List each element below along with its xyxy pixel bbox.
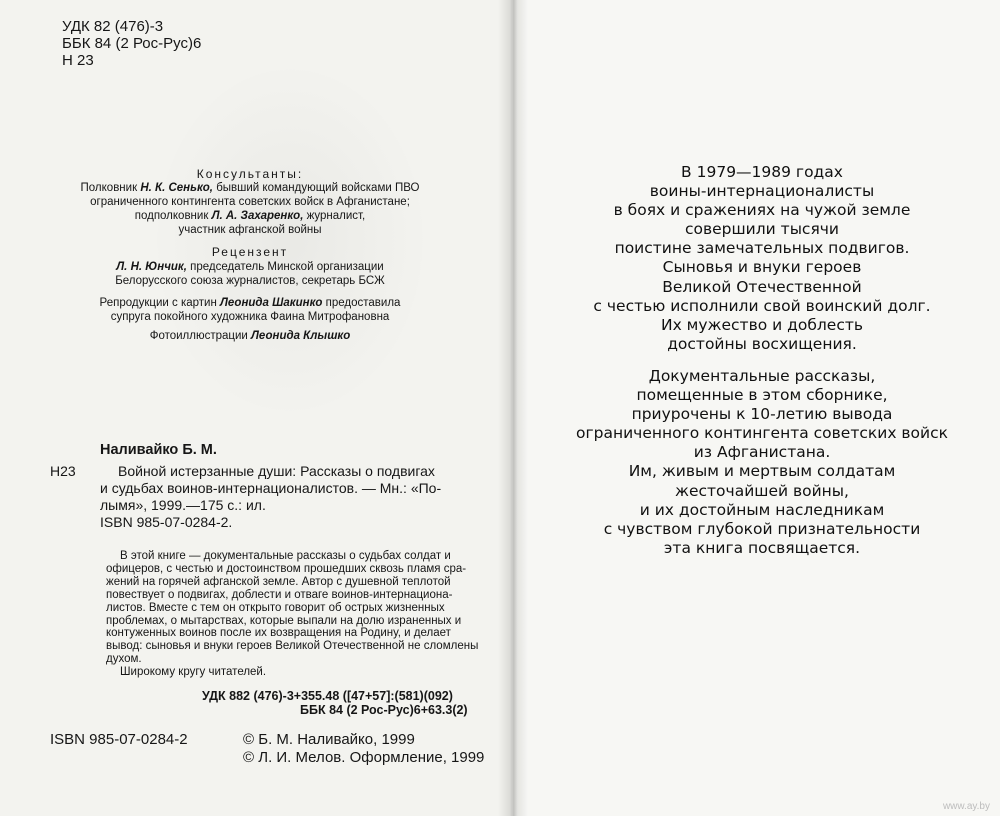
dedication-line: В 1979—1989 годах xyxy=(681,163,843,181)
copyright-author: © Б. М. Наливайко, 1999 xyxy=(243,731,415,748)
annotation-line: листов. Вместе с тем он открыто говорит об острых жизненных xyxy=(106,601,445,614)
annotation-line: офицеров, с честью и достоинством прошедших сквозь пламя сра- xyxy=(106,562,467,575)
cutter-mark: Н23 xyxy=(50,463,76,479)
consultants-heading: Консультанты: xyxy=(196,167,304,181)
dedication-line: эта книга посвящается. xyxy=(663,538,861,557)
audience-line: Широкому кругу читателей. xyxy=(120,666,267,679)
dedication-line: в боях и сражениях на чужой земле xyxy=(613,201,911,220)
dedication-line: Им, живым и мертвым солдатам xyxy=(628,462,896,481)
annotation-line: повествует о подвигах, доблести и отваге воинов-интернациона- xyxy=(106,588,453,601)
dedication-line: Сыновья и внуки героев xyxy=(662,258,862,277)
reproductions-line-2: супруга покойного художника Фаина Митрофановна xyxy=(110,311,390,323)
udk-code-bottom: УДК 882 (476)-3+355.48 ([47+57]:(581)(092) xyxy=(202,689,453,703)
udk-code-top: УДК 82 (476)-3 xyxy=(62,18,164,35)
dedication-paragraph-1 xyxy=(524,163,1000,354)
reviewer-line-1: Л. Н. Юнчик, председатель Минской организации xyxy=(116,261,384,273)
dedication-line: приурочены к 10-летию вывода xyxy=(631,405,893,424)
bbk-code-top: ББК 84 (2 Рос-Рус)6 xyxy=(62,35,202,52)
annotation xyxy=(106,550,478,679)
dedication-line: с честью исполнили свой воинский долг. xyxy=(593,296,931,315)
dedication-line: поистине замечательных подвигов. xyxy=(614,239,910,258)
consultants-line-1: Полковник Н. К. Сенько, бывший командующий войсками ПВО xyxy=(80,182,420,194)
site-watermark: www.ay.by xyxy=(942,801,990,812)
dedication-line: с чувством глубокой признательности xyxy=(603,519,921,538)
reviewer-heading: Рецензент xyxy=(211,245,289,259)
dedication-line: помещенные в этом сборнике, xyxy=(636,386,888,405)
photo-credit: Фотоиллюстрации Леонида Клышко xyxy=(149,330,351,342)
dedication-line: Их мужество и доблесть xyxy=(660,315,864,334)
consultants-line-2: ограниченного контингента советских войск в Афганистане; xyxy=(90,196,410,208)
dedication-line: совершили тысячи xyxy=(684,220,840,239)
reproductions-line-1: Репродукции с картин Леонида Шакинко предоставила xyxy=(99,297,401,309)
reviewer-line-2: Белорусского союза журналистов, секретарь БСЖ xyxy=(115,275,385,287)
dedication-line: Великой Отечественной xyxy=(662,277,862,296)
dedication-line: жесточайшей войны, xyxy=(675,481,849,500)
book-title-line-2: и судьбах воинов-интернационалистов. — Мн.: «По- xyxy=(100,480,442,496)
dedication-line: воины-интернационалисты xyxy=(649,182,875,201)
copyright-design: © Л. И. Мелов. Оформление, 1999 xyxy=(243,749,485,766)
author-name: Наливайко Б. М. xyxy=(100,442,217,458)
dedication-line: ограниченного контингента советских войск xyxy=(576,424,948,443)
annotation-line: духом. xyxy=(106,653,142,666)
isbn-bottom: ISBN 985-07-0284-2 xyxy=(50,731,188,748)
consultants-line-3: подполковник Л. А. Захаренко, журналист, xyxy=(134,210,366,222)
dedication-line: достойны восхищения. xyxy=(667,334,857,353)
annotation-line: вывод: сыновья и внуки героев Великой Отечественной не сломлены xyxy=(106,640,479,653)
dedication-line: из Афганистана. xyxy=(693,443,831,462)
dedication-paragraph-2 xyxy=(524,367,1000,558)
bbk-code-bottom: ББК 84 (2 Рос-Рус)6+63.3(2) xyxy=(300,703,468,717)
show-through-shadow xyxy=(150,60,430,420)
book-isbn: ISBN 985-07-0284-2. xyxy=(100,514,233,530)
annotation-line: В этой книге — документальные рассказы о судьбах солдат и xyxy=(120,550,451,562)
book-title-line-3: лымя», 1999.—175 с.: ил. xyxy=(100,497,266,513)
annotation-line: проблемах, о мытарствах, которые выпали на долю израненных и xyxy=(106,614,462,627)
consultants-line-4: участник афганской войны xyxy=(178,224,322,236)
annotation-line: контуженных воинов после их возвращения на Родину, и делает xyxy=(106,627,451,640)
author-mark-top: Н 23 xyxy=(62,52,94,69)
book-title-line-1: Войной истерзанные души: Рассказы о подвигах xyxy=(118,463,435,479)
dedication-line: и их достойным наследникам xyxy=(639,500,885,519)
annotation-line: жений на горячей афганской земле. Автор с душевной теплотой xyxy=(106,575,451,588)
dedication-line: Документальные рассказы, xyxy=(648,367,876,385)
